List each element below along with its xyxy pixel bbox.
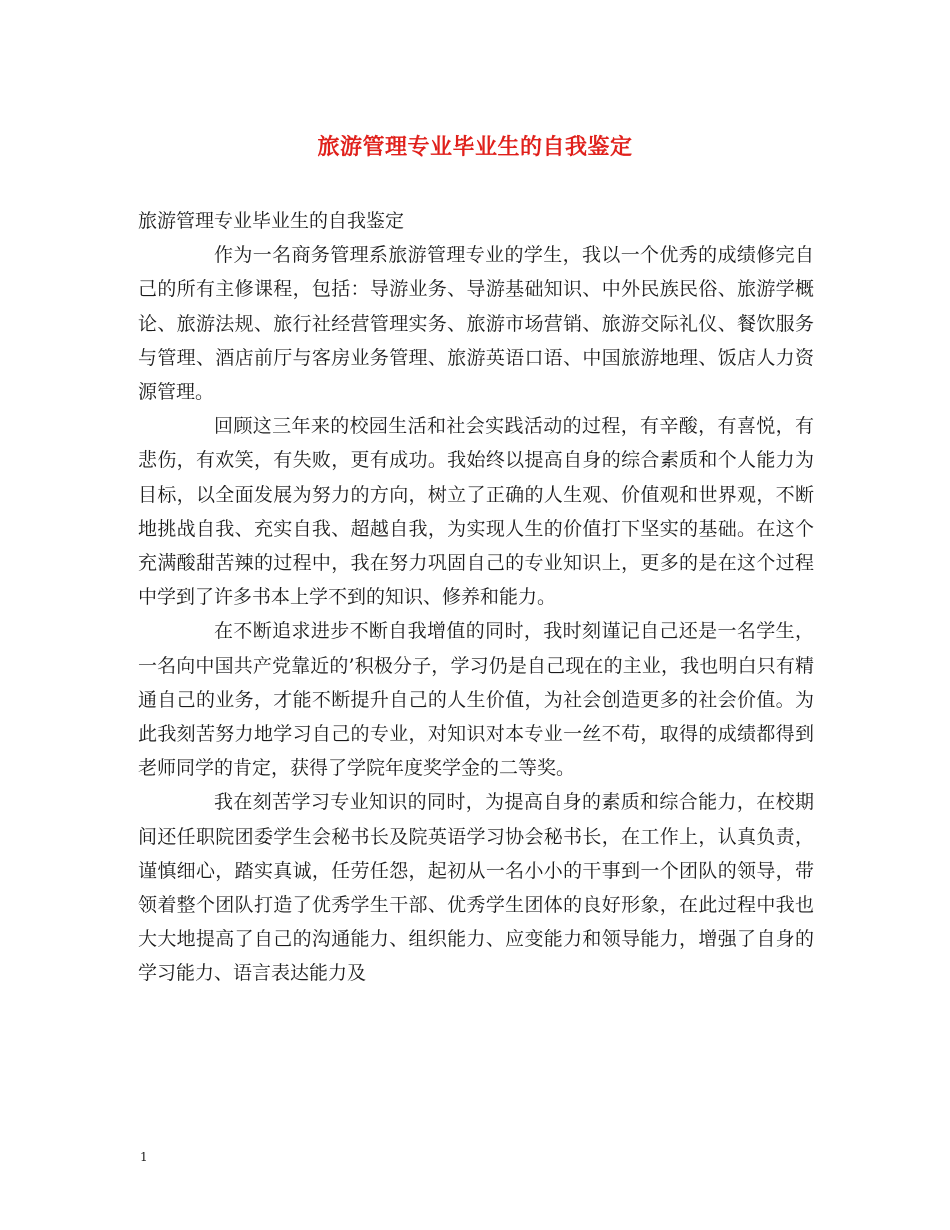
page-number: 1: [140, 1150, 148, 1164]
document-body: [138, 204, 814, 991]
body-first-line: 旅游管理专业毕业生的自我鉴定: [138, 210, 405, 232]
paragraph-3: 在不断追求进步不断自我增值的同时，我时刻谨记自己还是一名学生，一名向中国共产党靠近的’积极分子，学习仍是自己现在的主业，我也明白只有精通自己的业务，才能不断提升自己的人生价值，为社会创造更多的社会价值。为此我刻苦努力地学习自己的专业，对知识对本专业一丝不苟，取得的成绩都得到老师同学的肯定，获得了学院年度奖学金的二等奖。: [138, 620, 814, 780]
paragraph-2: 回顾这三年来的校园生活和社会实践活动的过程，有辛酸，有喜悦，有悲伤，有欢笑，有失败，更有成功。我始终以提高自身的综合素质和个人能力为目标，以全面发展为努力的方向，树立了正确的人生观、价值观和世界观，不断地挑战自我、充实自我、超越自我，为实现人生的价值打下坚实的基础。在这个充满酸甜苦辣的过程中，我在努力巩固自己的专业知识上，更多的是在这个过程中学到了许多书本上学不到的知识、修养和能力。: [138, 415, 814, 609]
document-title: 旅游管理专业毕业生的自我鉴定: [317, 134, 633, 160]
paragraph-1: 作为一名商务管理系旅游管理专业的学生，我以一个优秀的成绩修完自己的所有主修课程，包括：导游业务、导游基础知识、中外民族民俗、旅游学概论、旅游法规、旅行社经营管理实务、旅游市场营销、旅游交际礼仪、餐饮服务与管理、酒店前厅与客房业务管理、旅游英语口语、中国旅游地理、饭店人力资源管理。: [138, 244, 814, 404]
paragraph-4: 我在刻苦学习专业知识的同时，为提高自身的素质和综合能力，在校期间还任职院团委学生会秘书长及院英语学习协会秘书长，在工作上，认真负责，谨慎细心，踏实真诚，任劳任怨，起初从一名小小的干事到一个团队的领导，带领着整个团队打造了优秀学生干部、优秀学生团体的良好形象，在此过程中我也大大地提高了自己的沟通能力、组织能力、应变能力和领导能力，增强了自身的学习能力、语言表达能力及: [138, 791, 814, 985]
